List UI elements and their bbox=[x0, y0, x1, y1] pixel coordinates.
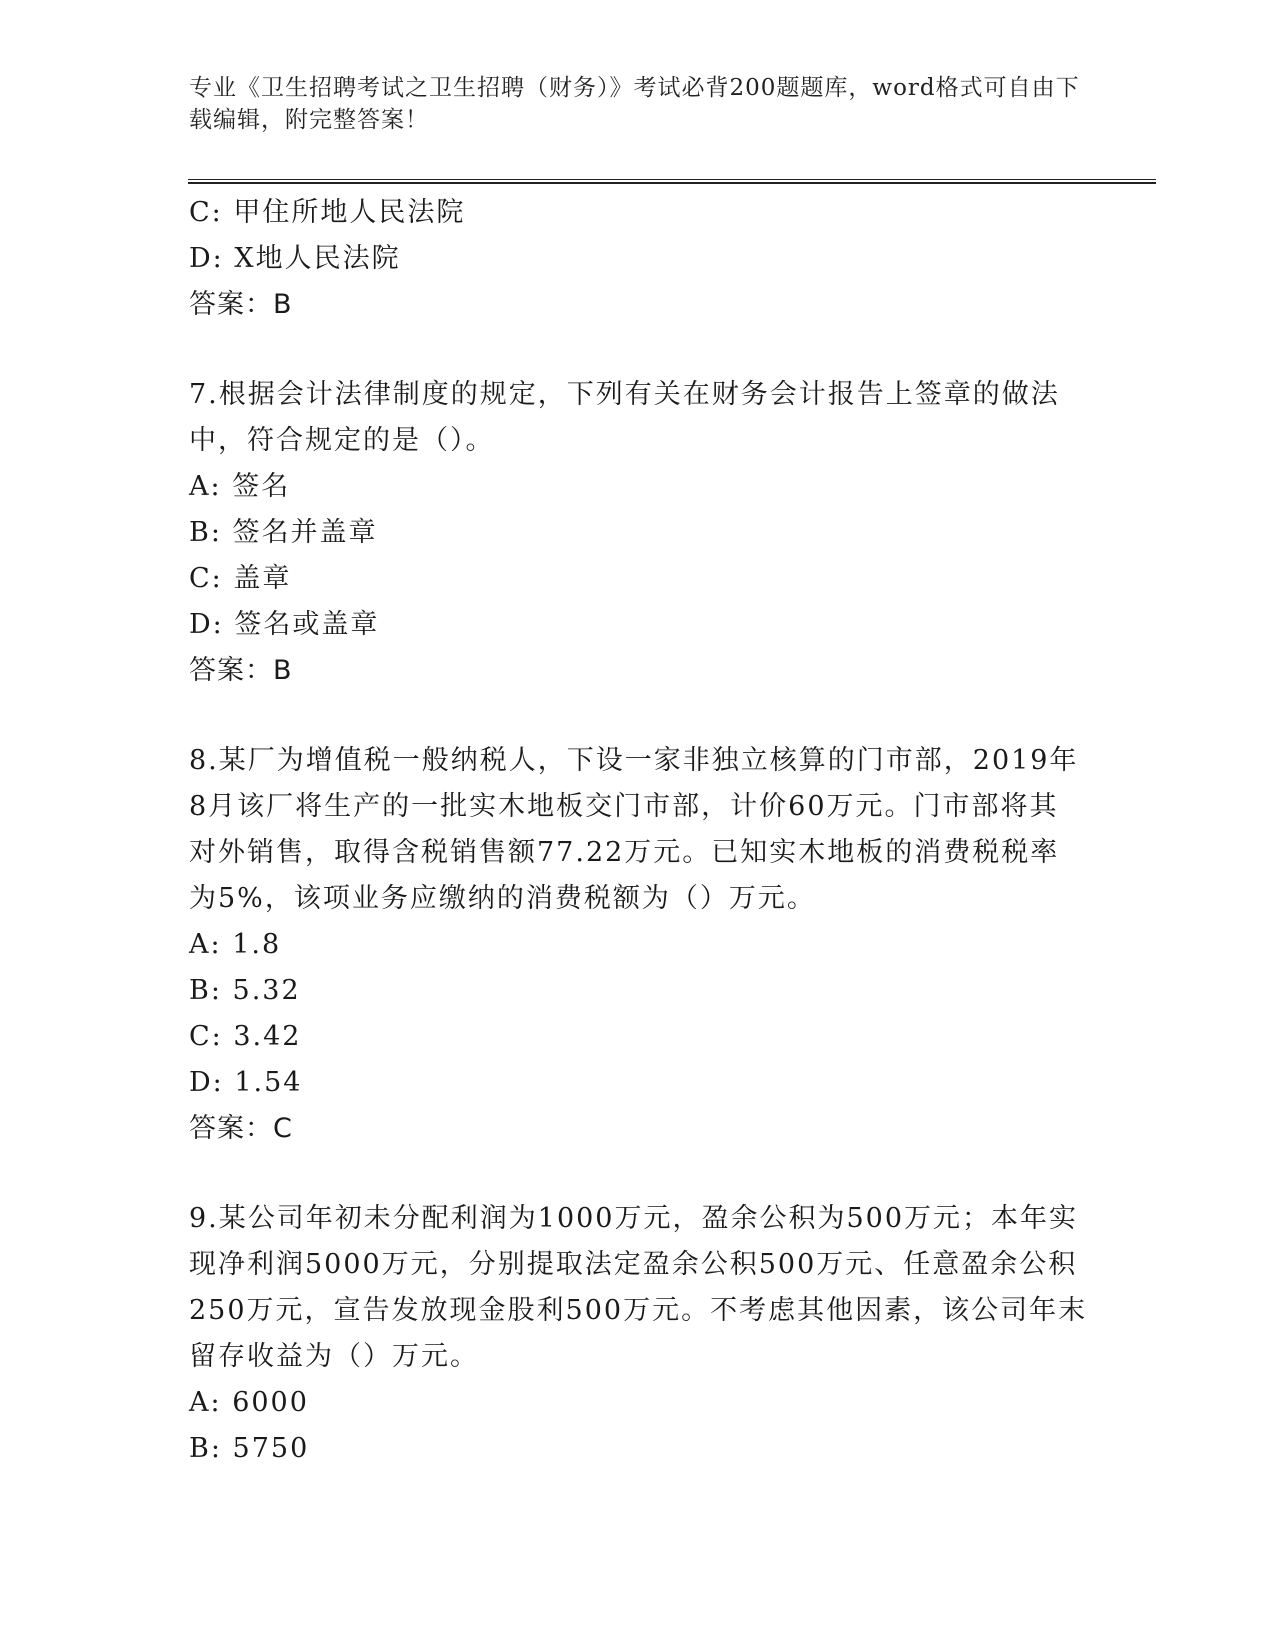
option-d: D: 签名或盖章 bbox=[189, 609, 380, 640]
question-stem-line: 为5%，该项业务应缴纳的消费税额为（）万元。 bbox=[189, 883, 816, 914]
option-a: A: 签名 bbox=[189, 471, 291, 502]
question-stem-line: 现净利润5000万元，分别提取法定盈余公积500万元、任意盈余公积 bbox=[189, 1249, 1078, 1280]
page-header bbox=[189, 72, 1089, 136]
option-b: B: 5750 bbox=[189, 1433, 310, 1464]
question-stem-line: 中，符合规定的是（）。 bbox=[189, 425, 495, 456]
question-stem-line: 留存收益为（）万元。 bbox=[189, 1341, 479, 1372]
question-9 bbox=[189, 1196, 1089, 1472]
question-stem-line: 9.某公司年初未分配利润为1000万元，盈余公积为500万元；本年实 bbox=[189, 1203, 1079, 1234]
option-b: B: 签名并盖章 bbox=[189, 517, 378, 548]
answer-line: 答案：B bbox=[189, 289, 293, 320]
option-c: C: 3.42 bbox=[189, 1021, 302, 1052]
header-text: 专业《卫生招聘考试之卫生招聘（财务）》考试必背200题题库，word格式可自由下载编辑，附完整答案！ bbox=[189, 75, 1080, 133]
answer-line: 答案：C bbox=[189, 1113, 293, 1144]
carryover-block bbox=[189, 190, 1089, 328]
question-list bbox=[189, 190, 1089, 1472]
option-a: A: 6000 bbox=[189, 1387, 309, 1418]
question-stem-line: 250万元，宣告发放现金股利500万元。不考虑其他因素，该公司年末 bbox=[189, 1295, 1088, 1326]
question-stem-line: 7.根据会计法律制度的规定，下列有关在财务会计报告上签章的做法 bbox=[189, 379, 1060, 410]
question-8 bbox=[189, 738, 1089, 1152]
header-divider bbox=[188, 179, 1156, 184]
answer-line: 答案：B bbox=[189, 655, 293, 686]
option-a: A: 1.8 bbox=[189, 929, 282, 960]
option-c: C: 盖章 bbox=[189, 563, 292, 594]
option-b: B: 5.32 bbox=[189, 975, 301, 1006]
question-7 bbox=[189, 372, 1089, 694]
question-stem-line: 8月该厂将生产的一批实木地板交门市部，计价60万元。门市部将其 bbox=[189, 791, 1059, 822]
question-stem-line: 对外销售，取得含税销售额77.22万元。已知实木地板的消费税税率 bbox=[189, 837, 1060, 868]
question-stem-line: 8.某厂为增值税一般纳税人，下设一家非独立核算的门市部，2019年 bbox=[189, 745, 1079, 776]
option-d: D: 1.54 bbox=[189, 1067, 303, 1098]
option-c: C: 甲住所地人民法院 bbox=[189, 197, 466, 228]
option-d: D: X地人民法院 bbox=[189, 243, 401, 274]
